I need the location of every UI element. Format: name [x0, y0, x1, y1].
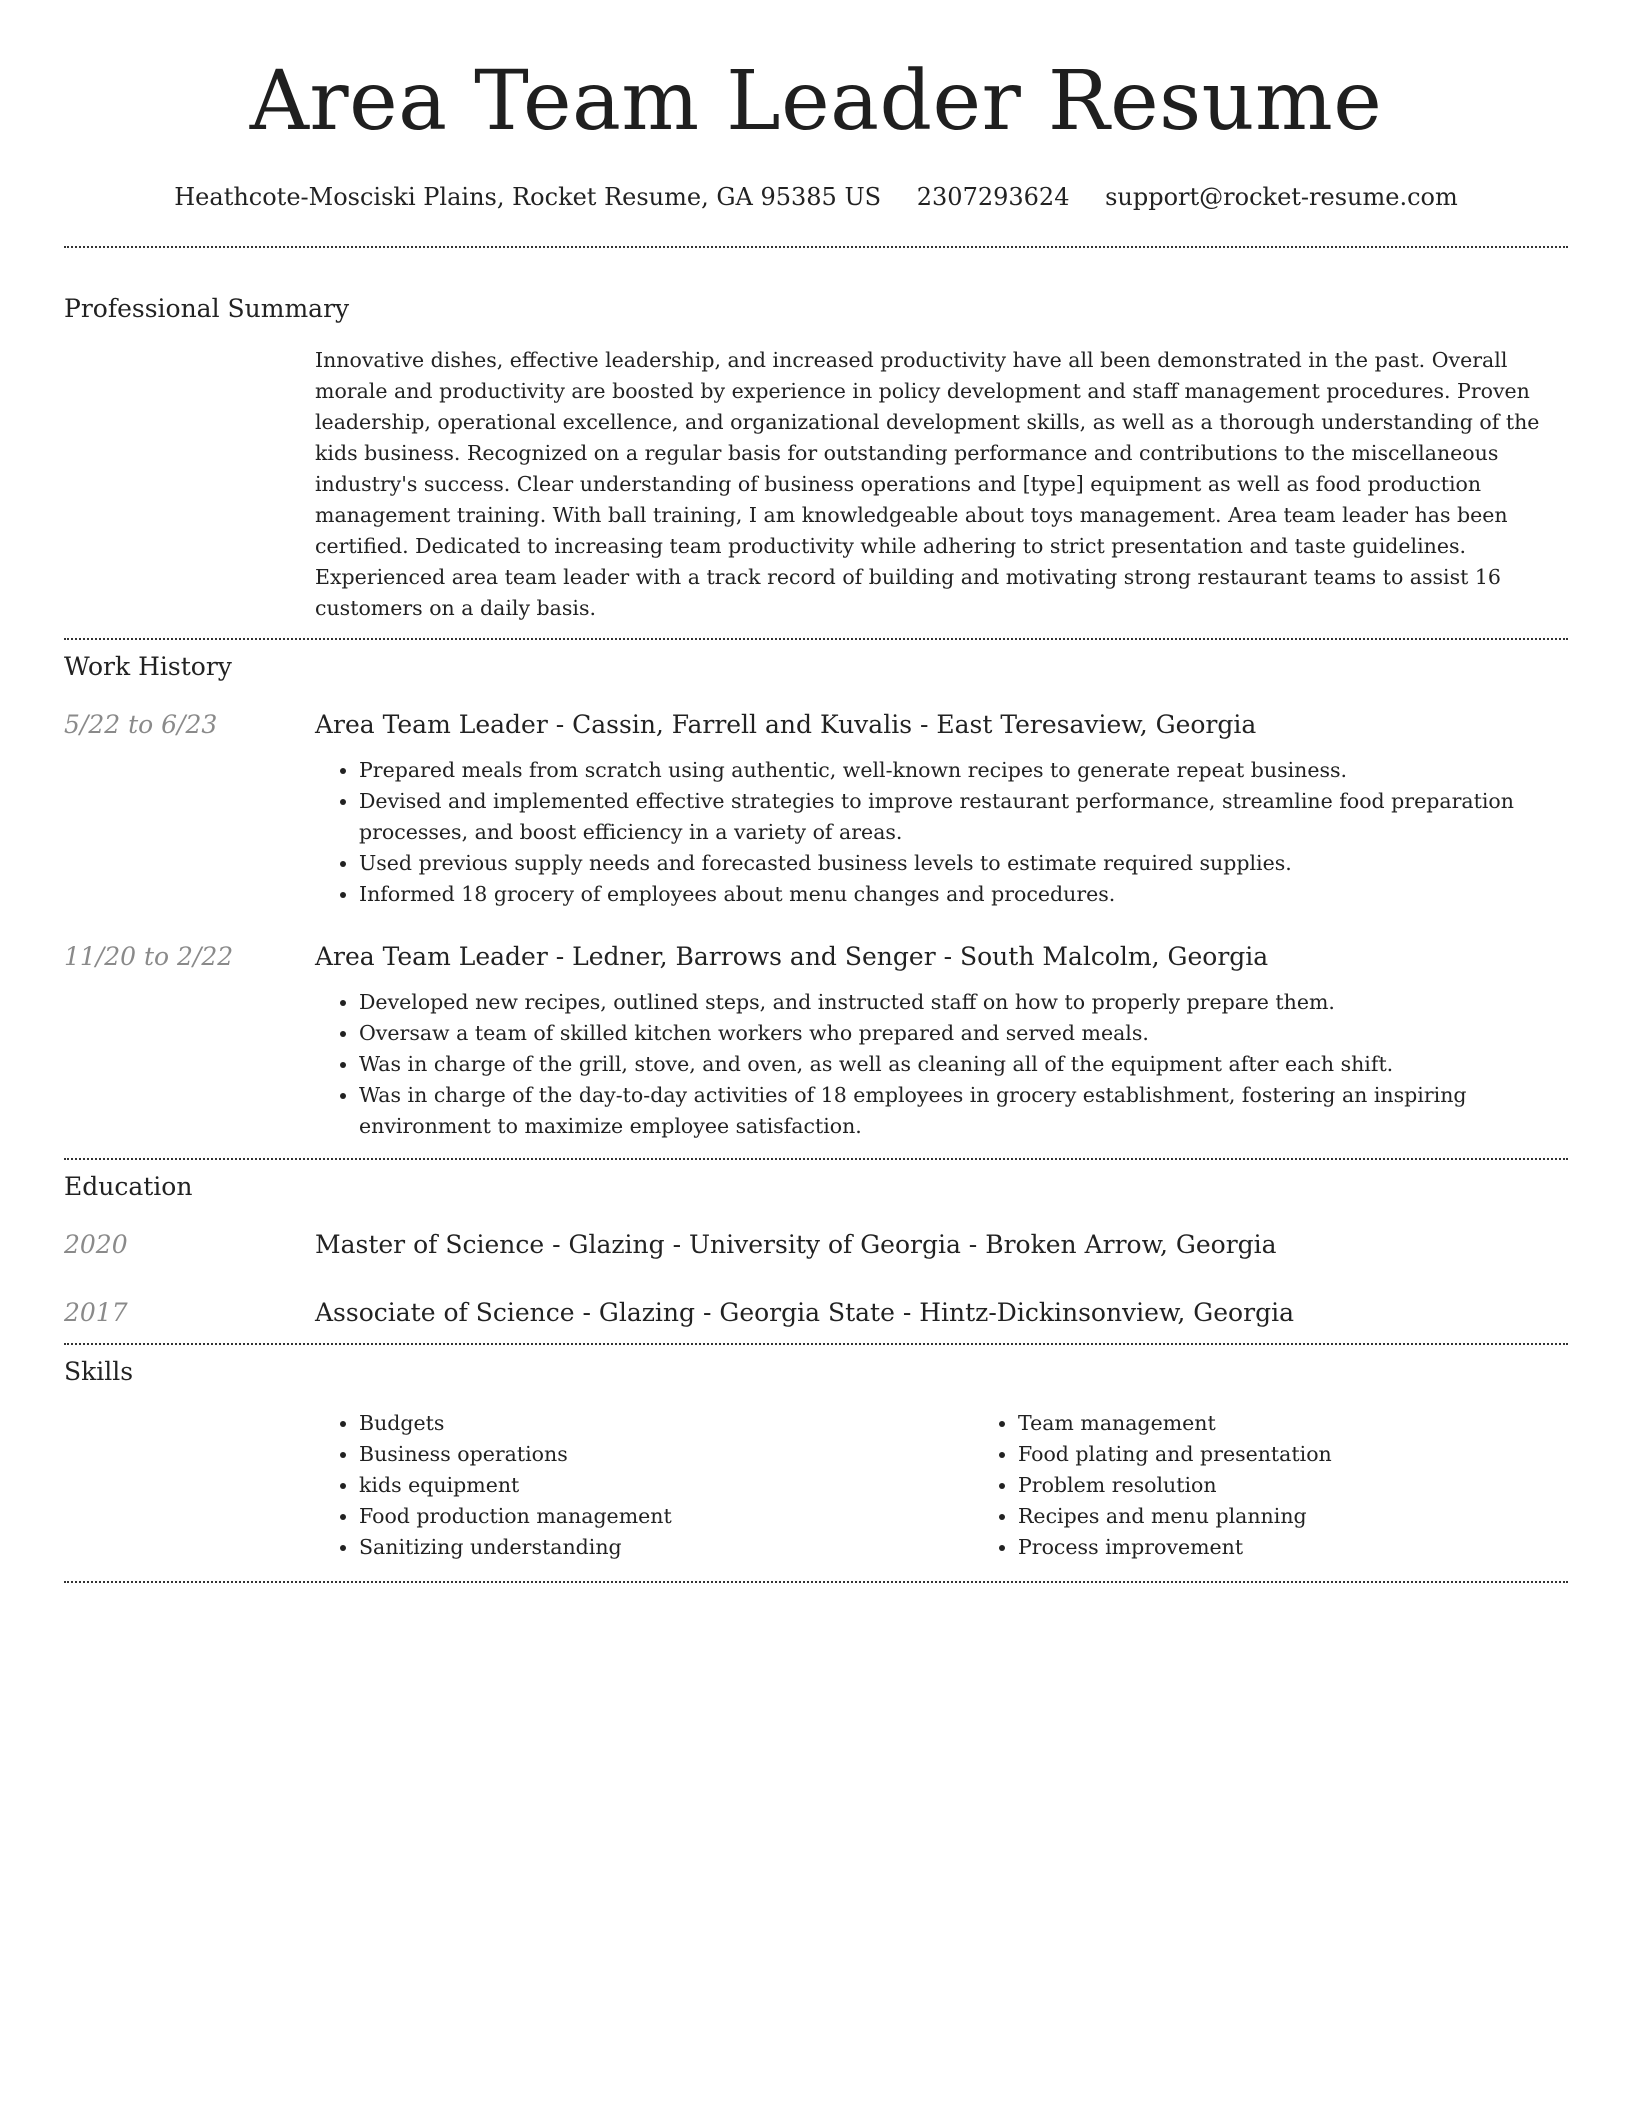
- list-item: • Prepared meals from scratch using authentic, well-known recipes to generate repeat business.: [359, 755, 1568, 786]
- resume-title: Area Team Leader Resume: [249, 54, 1383, 149]
- skills-list-right: [974, 1408, 1632, 1563]
- skill-item: • Recipes and menu planning: [1018, 1501, 1632, 1532]
- work-history-section: [64, 651, 1568, 1142]
- education-entry: [64, 1297, 1568, 1329]
- contact-address: Heathcote-Mosciski Plains, Rocket Resume, GA 95385 US: [174, 183, 882, 211]
- list-item: • Was in charge of the day-to-day activities of 18 employees in grocery establishment, fostering an inspiring environment to maximize employee satisfaction.: [359, 1080, 1568, 1142]
- divider: [64, 246, 1568, 248]
- skill-item: • Sanitizing understanding: [359, 1532, 974, 1563]
- skill-item: • Business operations: [359, 1439, 974, 1470]
- divider: [64, 1158, 1568, 1160]
- list-item: • Devised and implemented effective strategies to improve restaurant performance, streamline food preparation processes, and boost efficiency in a variety of areas.: [359, 786, 1568, 848]
- skill-item: • Food production management: [359, 1501, 974, 1532]
- skill-item: • Process improvement: [1018, 1532, 1632, 1563]
- summary-section: [64, 293, 1568, 624]
- list-item: • Was in charge of the grill, stove, and oven, as well as cleaning all of the equipment after each shift.: [359, 1049, 1568, 1080]
- job-heading: Area Team Leader - Ledner, Barrows and Senger - South Malcolm, Georgia: [315, 942, 1269, 971]
- skill-item: • Problem resolution: [1018, 1470, 1632, 1501]
- job-dates: 11/20 to 2/22: [64, 942, 234, 971]
- contact-line: [64, 182, 1568, 212]
- education-year: 2020: [64, 1230, 128, 1259]
- education-entry: [64, 1229, 1568, 1261]
- job-bullets: [315, 987, 1568, 1142]
- contact-email: support@rocket-resume.com: [1105, 183, 1458, 211]
- divider: [64, 1581, 1568, 1583]
- list-item: • Oversaw a team of skilled kitchen workers who prepared and served meals.: [359, 1018, 1568, 1049]
- job-dates: 5/22 to 6/23: [64, 710, 218, 739]
- education-degree: Associate of Science - Glazing - Georgia State - Hintz-Dickinsonview, Georgia: [315, 1298, 1294, 1327]
- skill-item: • Food plating and presentation: [1018, 1439, 1632, 1470]
- skills-grid: [315, 1408, 1568, 1563]
- list-item: • Used previous supply needs and forecasted business levels to estimate required supplies.: [359, 848, 1568, 879]
- divider: [64, 638, 1568, 640]
- job-entry: [64, 709, 1568, 741]
- summary-heading: Professional Summary: [64, 294, 350, 323]
- job-heading: Area Team Leader - Cassin, Farrell and Kuvalis - East Teresaview, Georgia: [315, 710, 1257, 739]
- education-year: 2017: [64, 1298, 128, 1327]
- divider: [64, 1343, 1568, 1345]
- education-degree: Master of Science - Glazing - University of Georgia - Broken Arrow, Georgia: [315, 1230, 1277, 1259]
- education-heading: Education: [64, 1172, 193, 1201]
- skill-item: • Budgets: [359, 1408, 974, 1439]
- list-item: • Developed new recipes, outlined steps, and instructed staff on how to properly prepare them.: [359, 987, 1568, 1018]
- skills-section: [64, 1356, 1568, 1563]
- list-item: • Informed 18 grocery of employees about menu changes and procedures.: [359, 879, 1568, 910]
- job-bullets: [315, 755, 1568, 910]
- job-entry: [64, 941, 1568, 973]
- skills-list-left: [315, 1408, 974, 1563]
- skill-item: • kids equipment: [359, 1470, 974, 1501]
- summary-text: Innovative dishes, effective leadership, and increased productivity have all been demonstrated in the past. Overall morale and productivity are boosted by experience in policy development and staff management procedures. Proven leadership, operational excellence, and organizational development skills, as well as a thorough understanding of the kids business. Recognized on a regular basis for outstanding performance and contributions to the miscellaneous industry's success. Clear understanding of business operations and [type] equipment as well as food production management training. With ball training, I am knowledgeable about toys management. Area team leader has been certified. Dedicated to increasing team productivity while adhering to strict presentation and taste guidelines. Experienced area team leader with a track record of building and motivating strong restaurant teams to assist 16 customers on a daily basis.: [315, 348, 1540, 620]
- skill-item: • Team management: [1018, 1408, 1632, 1439]
- skills-heading: Skills: [64, 1357, 134, 1386]
- work-history-heading: Work History: [64, 652, 232, 681]
- education-section: [64, 1171, 1568, 1329]
- contact-phone: 2307293624: [916, 183, 1070, 211]
